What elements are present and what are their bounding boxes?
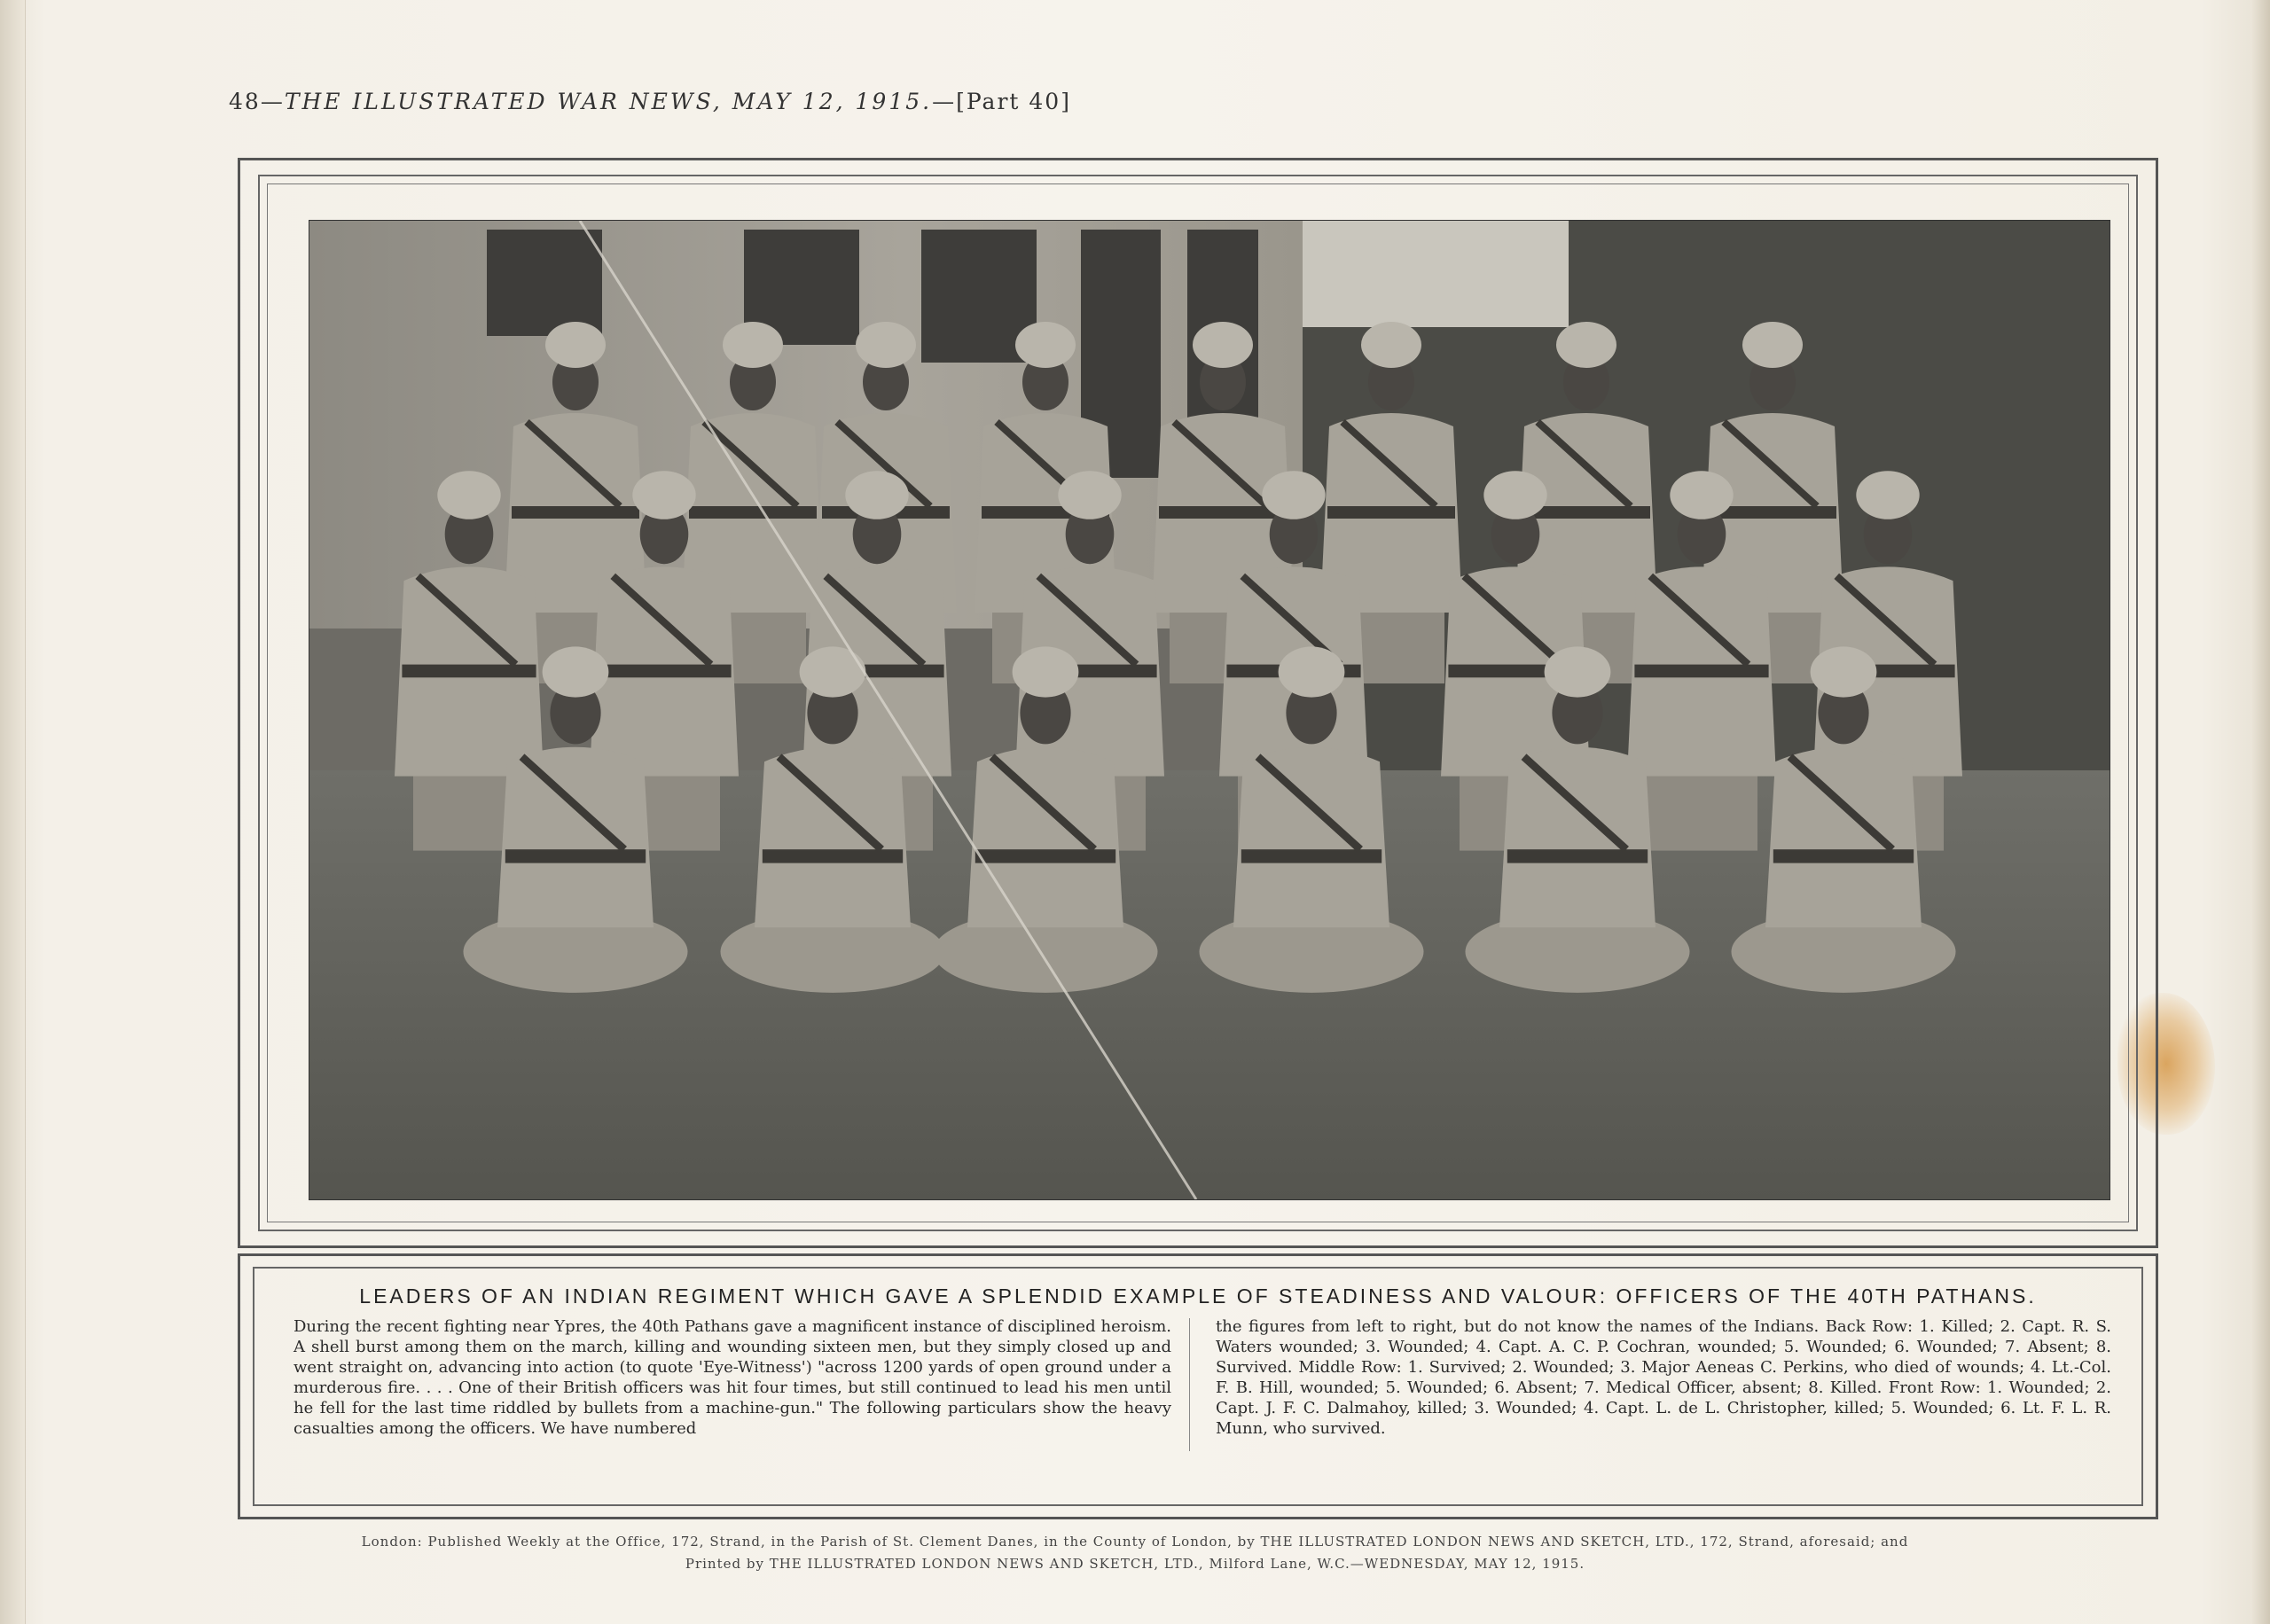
caption-title: LEADERS OF AN INDIAN REGIMENT WHICH GAVE A SPLENDID EXAMPLE OF STEADINESS AND VALOUR: OFFICERS OF THE 40TH PATHANS.	[359, 1284, 2037, 1308]
imprint-line-2: Printed by THE ILLUSTRATED LONDON NEWS AND SKETCH, LTD., Milford Lane, W.C.—WEDNESDAY, MAY 12, 1915.	[685, 1556, 1585, 1572]
imprint-line-1: London: Published Weekly at the Office, 172, Strand, in the Parish of St. Clement Danes, in the County of London, by THE ILLUSTRATED LONDON NEWS AND SKETCH, LTD., 172, Strand, aforesaid; and	[361, 1534, 1909, 1550]
page-edge-right	[2250, 0, 2270, 1624]
page-edge-left	[0, 0, 26, 1624]
publication-title: THE ILLUSTRATED WAR NEWS, MAY 12, 1915.	[284, 89, 933, 114]
page-number: 48	[229, 89, 261, 114]
part-label: [Part 40]	[956, 89, 1071, 114]
group-photograph	[309, 220, 2110, 1200]
caption-column-left: During the recent fighting near Ypres, the 40th Pathans gave a magnificent instance of disciplined heroism. A shell burst among them on the march, killing and wounding sixteen men, but they simply closed up and went straight on, advancing into action (to quote 'Eye-Witness') "across 1200 yards of open ground under a murderous fire. . . . One of their British officers was hit four times, but still continued to lead his men until he fell for the last time riddled by bullets from a machine-gun." The following particulars show the heavy casualties among the officers. We have numbered	[294, 1317, 1171, 1438]
photo-drawing	[309, 221, 2110, 1199]
caption-column-right: the figures from left to right, but do not know the names of the Indians. Back Row: 1. Killed; 2. Capt. R. S. Waters wounded; 3. Wounded; 4. Capt. A. C. P. Cochran, wounded; 5. Wounded; 6. Wounded; 7. Absent; 8. Survived. Middle Row: 1. Survived; 2. Wounded; 3. Major Aeneas C. Perkins, who died of wounds; 4. Lt.-Col. F. B. Hill, wounded; 5. Wounded; 6. Absent; 7. Medical Officer, absent; 8. Killed. Front Row: 1. Wounded; 2. Capt. J. F. C. Dalmahoy, killed; 3. Wounded; 4. Capt. L. de L. Christopher, killed; 5. Wounded; 6. Lt. F. L. R. Munn, who survived.	[1216, 1317, 2111, 1438]
caption-column-divider	[1189, 1318, 1190, 1451]
caption-box	[238, 1253, 2158, 1519]
running-header: 48—THE ILLUSTRATED WAR NEWS, MAY 12, 1915.—[Part 40]	[229, 89, 1071, 114]
